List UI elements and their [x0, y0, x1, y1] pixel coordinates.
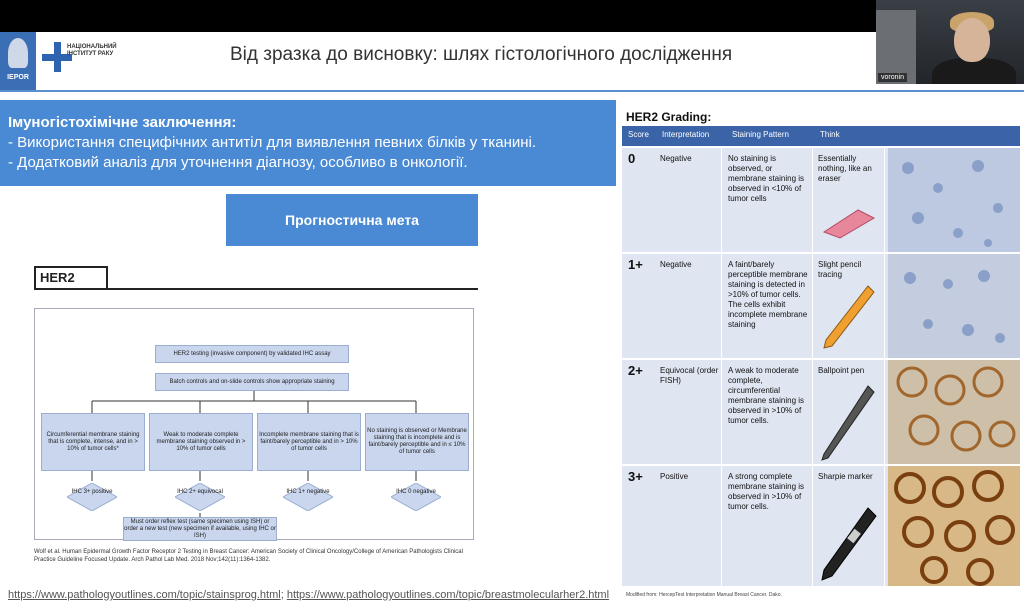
- slide-title: Від зразка до висновку: шлях гістологічного дослідження: [230, 44, 733, 65]
- citation: Wolf et al. Human Epidermal Growth Factor Receptor 2 Testing in Breast Cancer: American Society of Clinical Oncology/College of American Pathologists Clinical Practice Guideline Focused Update. Arch Pathol Lab Med. 2018 Nov;142(11):1364-1382.: [34, 549, 463, 563]
- eraser-icon: [818, 204, 878, 240]
- participant-avatar: [954, 18, 990, 62]
- link-stainsprog[interactable]: https://www.pathologyoutlines.com/topic/stainsprog.html: [8, 589, 281, 601]
- histology-image-1: [888, 254, 1020, 358]
- table-source-note: Modified from: HercepTest Interpretation Manual Breast Cancer. Dako.: [626, 592, 782, 598]
- logo-acronym: IEPOR: [7, 74, 29, 81]
- table-row: 1+ Negative A faint/barely perceptible membrane staining is detected in >10% of tumor cells. The cells exhibit incomplete membrane staining Slight pencil tracing: [622, 254, 1020, 360]
- table-title: HER2 Grading:: [626, 110, 712, 124]
- pencil-icon: [818, 282, 878, 354]
- banner-line-2: - Додатковий аналіз для уточнення діагнозу, особливо в онкології.: [8, 154, 468, 171]
- result-diamond-1plus: IHC 1+ negative: [283, 483, 333, 511]
- prognostic-goal-box: Прогностична мета: [226, 194, 478, 246]
- participant-name: voronin: [878, 73, 907, 82]
- histology-image-3: [888, 466, 1020, 586]
- banner-line-1: - Використання специфічних антитіл для виявлення певних білків у тканині.: [8, 134, 537, 151]
- ballpoint-pen-icon: [818, 384, 878, 464]
- top-black-bar: [0, 0, 1024, 32]
- flow-box-0: No staining is observed or Membrane staining that is incomplete and is faint/barely perceptible and in ≤ 10% of tumor cells: [365, 413, 469, 471]
- her2-flowchart: [34, 308, 474, 540]
- flow-box-2plus: Weak to moderate complete membrane staining observed in > 10% of tumor cells: [149, 413, 253, 471]
- result-diamond-2plus: IHC 2+ equivocal: [175, 483, 225, 511]
- bust-icon: [8, 38, 28, 68]
- table-row: 0 Negative No staining is observed, or membrane staining is observed in <10% of tumor cells Essentially nothing, like an eraser: [622, 148, 1020, 254]
- iepor-logo: [0, 32, 36, 90]
- presentation-slide: [0, 32, 1024, 608]
- her2-grading-table: [618, 100, 1024, 608]
- sharpie-marker-icon: [818, 506, 878, 582]
- link-breastmolecular[interactable]: https://www.pathologyoutlines.com/topic/breastmolecularher2.html: [286, 589, 610, 601]
- result-diamond-0: IHC 0 negative: [391, 483, 441, 511]
- table-row: 2+ Equivocal (order FISH) A weak to moderate complete, circumferential membrane staining is observed in >10% of tumor cells. Ballpoint pen: [622, 360, 1020, 466]
- header-divider: [0, 90, 1024, 92]
- ihc-conclusion-banner: [0, 100, 616, 186]
- webcam-video-tile[interactable]: [876, 0, 1024, 84]
- institute-name: НАЦІОНАЛЬНИЙ ІНСТИТУТ РАКУ: [67, 44, 117, 57]
- reference-links: https://www.pathologyoutlines.com/topic/stainsprog.html; https://www.pathologyoutlines.com/topic/breastmolecularher2.html: [8, 589, 610, 601]
- table-row: 3+ Positive A strong complete membrane staining is observed in >10% of tumor cells. Sharpie marker: [622, 466, 1020, 588]
- flow-controls-box: Batch controls and on-slide controls show appropriate staining: [155, 373, 349, 391]
- histology-image-0: [888, 148, 1020, 252]
- banner-heading: Імуногістохімічне заключення:: [8, 114, 237, 131]
- histology-image-2: [888, 360, 1020, 464]
- flow-box-1plus: Incomplete membrane staining that is faint/barely perceptible and in > 10% of tumor cells: [257, 413, 361, 471]
- her2-section-label: HER2: [34, 266, 478, 290]
- flow-top-box: HER2 testing (invasive component) by validated IHC assay: [155, 345, 349, 363]
- table-header: Score Interpretation Staining Pattern Think: [622, 126, 1020, 146]
- flow-box-3plus: Circumferential membrane staining that is complete, intense, and in > 10% of tumor cells*: [41, 413, 145, 471]
- flow-reflex-box: Must order reflex test (same specimen using ISH) or order a new test (new specimen if available, using IHC or ISH): [123, 517, 277, 541]
- result-diamond-3plus: IHC 3+ positive: [67, 483, 117, 511]
